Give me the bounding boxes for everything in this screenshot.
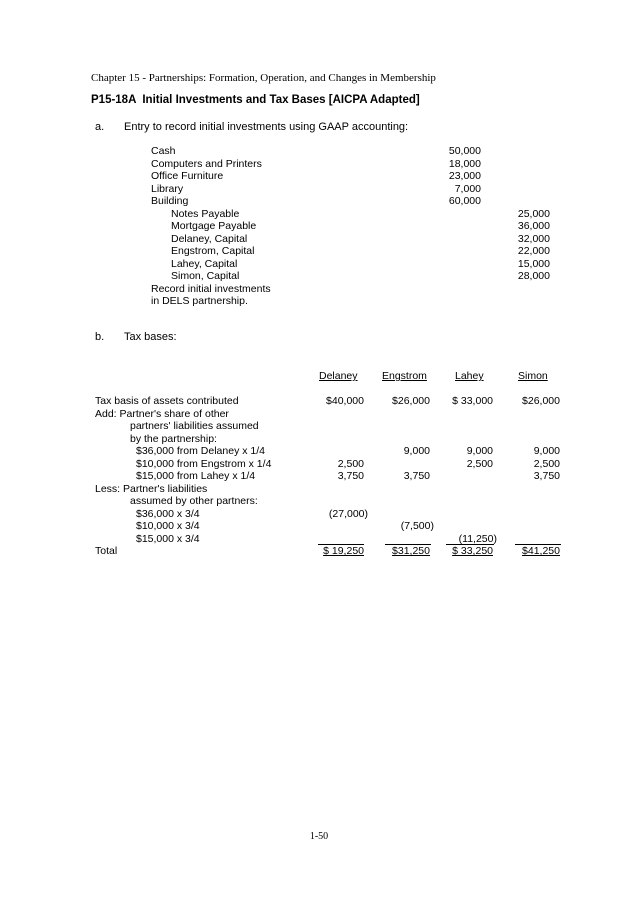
page-number: 1-50 bbox=[309, 831, 329, 842]
debit-account: Office Furniture bbox=[151, 170, 224, 182]
cell-engstrom: $26,000 bbox=[392, 395, 430, 407]
problem-title: P15-18A Initial Investments and Tax Bases [AICPA Adapted] bbox=[91, 94, 420, 106]
row-label: $15,000 from Lahey x 1/4 bbox=[136, 470, 256, 482]
debit-amount: 23,000 bbox=[448, 170, 481, 182]
total-simon: $41,250 bbox=[522, 545, 560, 557]
chapter-header: Chapter 15 - Partnerships: Formation, Operation, and Changes in Membership bbox=[91, 72, 436, 84]
cell-lahey: $ 33,000 bbox=[452, 395, 493, 407]
cell-engstrom: (7,500) bbox=[400, 520, 434, 532]
row-label: $15,000 x 3/4 bbox=[136, 532, 200, 545]
debit-account: Computers and Printers bbox=[151, 157, 262, 170]
row-label: $10,000 x 3/4 bbox=[136, 520, 200, 532]
debit-amount: 18,000 bbox=[448, 157, 481, 170]
row-label: $36,000 x 3/4 bbox=[136, 507, 200, 520]
cell-lahey: 9,000 bbox=[466, 445, 493, 457]
debit-amount: 50,000 bbox=[448, 145, 481, 157]
entry-memo: in DELS partnership. bbox=[151, 295, 248, 307]
total-lahey: $ 33,250 bbox=[452, 545, 493, 557]
credit-amount: 36,000 bbox=[517, 220, 550, 232]
cell-engstrom: 9,000 bbox=[403, 445, 430, 457]
cell-delaney: (27,000) bbox=[328, 507, 368, 520]
cell-lahey: 2,500 bbox=[466, 457, 493, 470]
cell-lahey: (11,250) bbox=[458, 532, 497, 545]
cell-simon: $26,000 bbox=[522, 395, 560, 407]
debit-amount: 60,000 bbox=[448, 195, 481, 207]
cell-delaney: 2,500 bbox=[337, 457, 364, 470]
credit-account: Lahey, Capital bbox=[171, 257, 238, 270]
part-a-heading: Entry to record initial investments using GAAP accounting: bbox=[124, 121, 409, 133]
debit-account: Library bbox=[151, 182, 184, 195]
credit-amount: 32,000 bbox=[517, 232, 550, 245]
total-engstrom: $31,250 bbox=[392, 545, 430, 557]
cell-delaney: $40,000 bbox=[326, 395, 364, 407]
row-label: $36,000 from Delaney x 1/4 bbox=[136, 445, 265, 457]
total-label: Total bbox=[95, 545, 118, 557]
row-label: Add: Partner's share of other bbox=[95, 407, 229, 420]
row-label: partners' liabilities assumed bbox=[130, 420, 259, 432]
part-a-marker: a. bbox=[95, 121, 105, 133]
cell-simon: 3,750 bbox=[533, 470, 560, 482]
entry-memo: Record initial investments bbox=[151, 282, 271, 295]
row-label: Less: Partner's liabilities bbox=[95, 482, 208, 495]
debit-amount: 7,000 bbox=[454, 182, 481, 195]
credit-amount: 28,000 bbox=[517, 270, 550, 282]
column-header-lahey: Lahey bbox=[455, 370, 484, 382]
credit-amount: 25,000 bbox=[517, 207, 550, 220]
row-label: by the partnership: bbox=[130, 432, 217, 445]
cell-simon: 9,000 bbox=[533, 445, 560, 457]
credit-amount: 15,000 bbox=[517, 257, 550, 270]
part-b-marker: b. bbox=[95, 331, 105, 343]
credit-account: Mortgage Payable bbox=[171, 220, 257, 232]
credit-account: Engstrom, Capital bbox=[171, 245, 255, 257]
credit-account: Delaney, Capital bbox=[171, 232, 248, 245]
row-label: Tax basis of assets contributed bbox=[95, 395, 239, 407]
debit-account: Building bbox=[151, 195, 189, 207]
cell-simon: 2,500 bbox=[533, 457, 560, 470]
column-header-simon: Simon bbox=[518, 370, 548, 382]
credit-account: Notes Payable bbox=[171, 207, 240, 220]
row-label: $10,000 from Engstrom x 1/4 bbox=[136, 457, 272, 470]
column-header-engstrom: Engstrom bbox=[382, 370, 427, 382]
row-label: assumed by other partners: bbox=[130, 495, 258, 507]
debit-account: Cash bbox=[151, 145, 176, 157]
cell-delaney: 3,750 bbox=[337, 470, 364, 482]
cell-engstrom: 3,750 bbox=[403, 470, 430, 482]
total-delaney: $ 19,250 bbox=[323, 545, 364, 557]
credit-amount: 22,000 bbox=[517, 245, 550, 257]
column-header-delaney: Delaney bbox=[319, 370, 358, 382]
part-b-heading: Tax bases: bbox=[124, 331, 177, 343]
credit-account: Simon, Capital bbox=[171, 270, 240, 282]
